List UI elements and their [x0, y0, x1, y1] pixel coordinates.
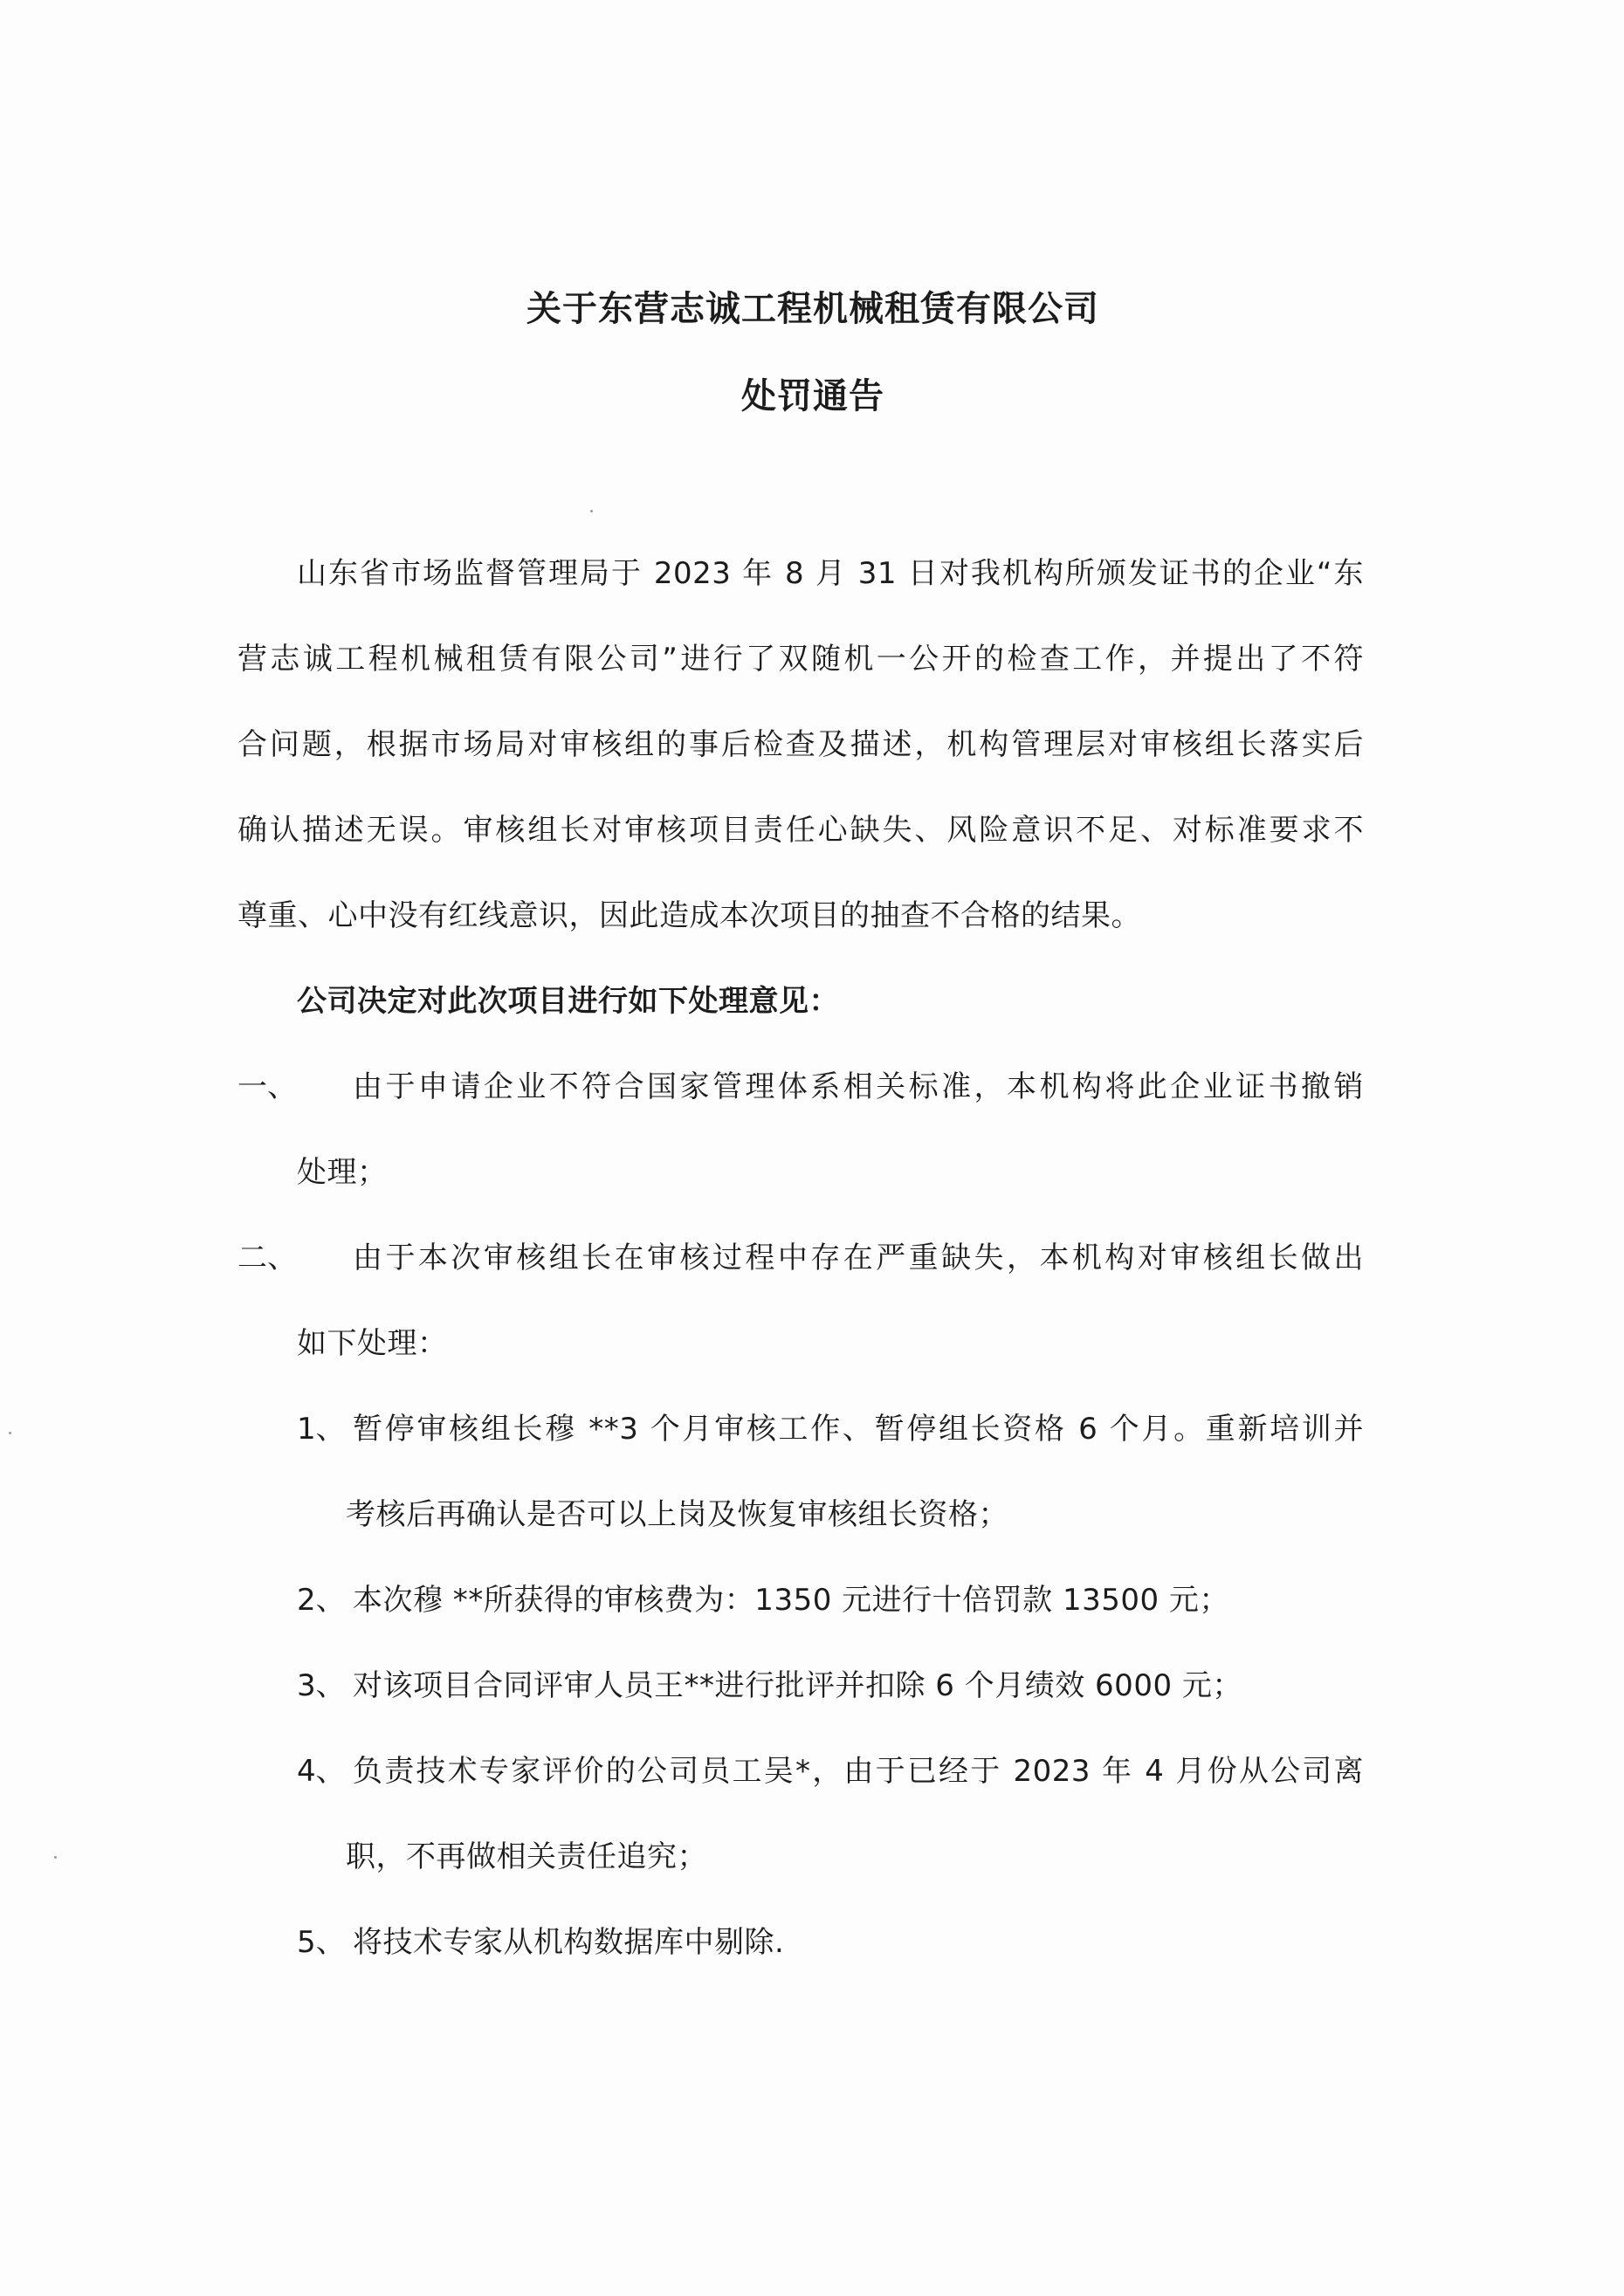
paragraph-line: 合问题，根据市场局对审核组的事后检查及描述，机构管理层对审核组长落实后 [237, 727, 1364, 762]
section-marker: 一、 [237, 1069, 297, 1104]
document-title-line2: 处罚通告 [741, 376, 884, 416]
scan-speck [9, 1432, 11, 1434]
item-line: 职，不再做相关责任追究； [346, 1839, 707, 1874]
section-line: 由于本次审核组长在审核过程中存在严重缺失，本机构对审核组长做出 [353, 1241, 1364, 1275]
decision-heading: 公司决定对此次项目进行如下处理意见： [297, 984, 839, 1019]
paragraph-line: 营志诚工程机械租赁有限公司”进行了双随机一公开的检查工作，并提出了不符 [237, 642, 1364, 677]
item-marker: 1、 [297, 1412, 346, 1447]
item-line: 对该项目合同评审人员王**进行批评并扣除 6 个月绩效 6000 元； [353, 1668, 1242, 1703]
document-title-line1: 关于东营志诚工程机械租赁有限公司 [526, 289, 1099, 329]
item-line: 将技术专家从机构数据库中剔除. [353, 1925, 785, 1960]
item-line: 负责技术专家评价的公司员工吴*，由于已经于 2023 年 4 月份从公司离 [353, 1754, 1364, 1789]
item-line: 本次穆 **所获得的审核费为：1350 元进行十倍罚款 13500 元； [353, 1583, 1229, 1618]
item-marker: 3、 [297, 1668, 346, 1703]
section-line: 如下处理： [297, 1326, 448, 1361]
scan-speck [590, 510, 593, 512]
item-marker: 2、 [297, 1583, 346, 1618]
item-line: 暂停审核组长穆 **3 个月审核工作、暂停组长资格 6 个月。重新培训并 [353, 1412, 1364, 1447]
item-marker: 4、 [297, 1754, 346, 1789]
section-line: 处理； [297, 1155, 388, 1190]
paragraph-line: 尊重、心中没有红线意识，因此造成本次项目的抽查不合格的结果。 [237, 898, 1141, 933]
paragraph-line: 山东省市场监督管理局于 2023 年 8 月 31 日对我机构所颁发证书的企业“东 [297, 556, 1364, 591]
section-marker: 二、 [237, 1241, 297, 1275]
item-marker: 5、 [297, 1925, 346, 1960]
paragraph-line: 确认描述无误。审核组长对审核项目责任心缺失、风险意识不足、对标准要求不 [237, 813, 1364, 848]
scan-speck [54, 1856, 57, 1859]
section-line: 由于申请企业不符合国家管理体系相关标准，本机构将此企业证书撤销 [353, 1069, 1364, 1104]
item-line: 考核后再确认是否可以上岗及恢复审核组长资格； [346, 1497, 1008, 1532]
